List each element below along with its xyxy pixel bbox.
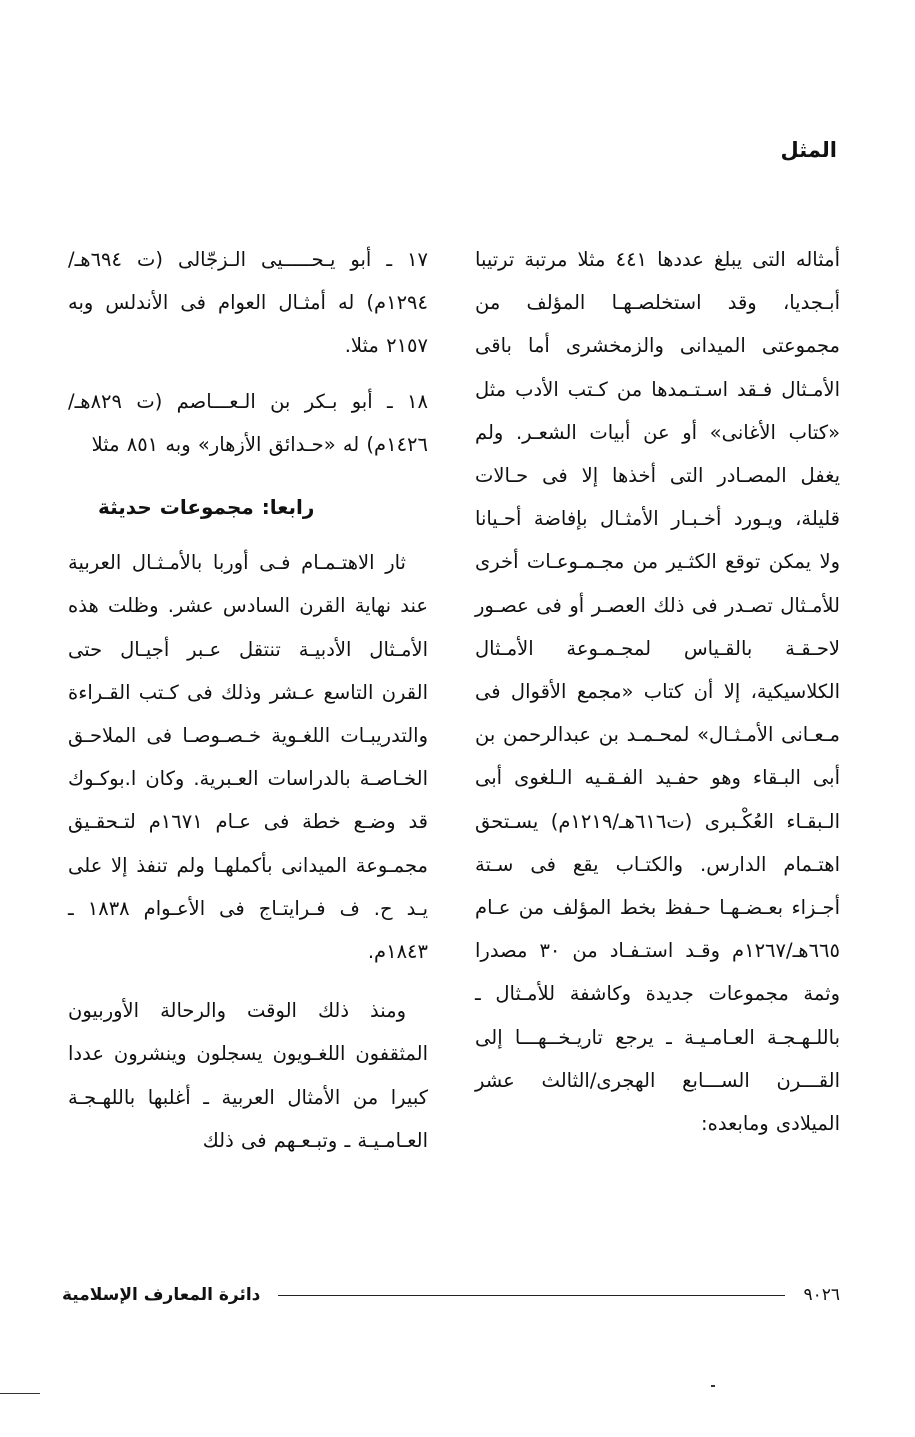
body-paragraph: أمثاله التى يبلغ عددها ٤٤١ مثلا مرتبة ترتيبا أبـجديا، وقد استخلصـهـا المؤلف من مجموعتى الميدانى والزمخشرى أما باقى الأمـثال فـقد اسـتـمدها من كـتب الأدب مثل «كتاب الأغانى» أو عن أبيات الشعـر. ولم يغفل المصـادر التى أخذها إلا فى حـالات قليلة، ويـورد أخـبـار الأمثـال بإفاضة أحـيانا ولا يمكن توقع الكثـير من مجـمـوعـات أخرى للأمـثال تصـدر فى ذلك العصـر أو فى عصـور لاحـقـة بالقـياس لمجـمـوعة الأمـثال الكلاسيكية، إلا أن كتاب «مجمع الأقوال فى مـعـانى الأمـثـال» لمحـمـد بن عبدالرحمن بن أبى البـقاء وهو حفـيد الفـقـيه الـلغوى أبى الـبقـاء العُكْـبرى (ت٦١٦هـ/١٢١٩م) يسـتحق اهتـمام الدارس. والكتـاب يقع فى سـتة أجـزاء بعـضـهـا حـفظ بخط المؤلف من عـام ٦٦٥هـ/١٢٦٧م وقـد استـفـاد من ٣٠ مصدرا وثمة مجموعات جديدة وكاشفة للأمـثال ـ باللـهـجـة العـامـيـة ـ يرجع تاريـخــهـــا إلى القـــرن الســـابع الهجرى/الثالث عشر الميلادى ومابعده: xyxy=(475,248,840,1136)
scan-dot xyxy=(711,1385,715,1387)
page-number: ٩٠٢٦ xyxy=(803,1285,840,1305)
page-footer xyxy=(62,1280,840,1310)
section-heading: رابعا: مجموعات حديثة xyxy=(98,495,315,520)
body-paragraph: ومنذ ذلك الوقت والرحالة الأوربيون المثقفون اللغـويون يسجلون وينشرون عددا كبيرا من الأمثال العربية ـ أغلبها باللهـجـة العـامـيـة ـ وتبـعـهم فى ذلك xyxy=(68,999,428,1152)
list-entry-18: ١٨ ـ أبو بـكر بن الـعـــاصم (ت ٨٢٩هـ/١٤٢٦م) له «حـدائق الأزهار» وبه ٨٥١ مثلا xyxy=(68,389,428,456)
right-column xyxy=(475,238,840,1268)
section-heading-wrap xyxy=(68,478,428,541)
footer-rule xyxy=(278,1295,785,1296)
body-paragraph: ثار الاهتـمـام فـى أوربا بالأمـثـال العربية عند نهاية القرن السادس عشر. وظلت هذه الأمـثال الأدبيـة تنتقل عـبر أجيـال حتى القرن التاسع عـشر وذلك فى كـتب القـراءة والتدريبـات اللغـوية خـصـوصـا فى الملاحـق الخـاصـة بالدراسات العـبرية. وكان ا.بوكـوك قد وضـع خطة فى عـام ١٦٧١م لتـحقـيق مجمـوعة الميدانى بأكملهـا ولم تنفذ إلا على يـد ح. ف فـرايتـاج فى الأعـوام ١٨٣٨ ـ ١٨٤٣م. xyxy=(68,551,429,964)
list-entry-17: ١٧ ـ أبو يـحـــــيى الـزجّالى (ت ٦٩٤هـ/١٢٩٤م) له أمثـال العوام فى الأندلس وبه ٢١٥٧ مثلا. xyxy=(68,248,428,358)
scan-edge-line xyxy=(0,1393,40,1394)
publication-title: دائرة المعارف الإسلامية xyxy=(62,1285,261,1305)
running-header: المثل xyxy=(780,138,837,162)
left-column xyxy=(68,238,428,1268)
